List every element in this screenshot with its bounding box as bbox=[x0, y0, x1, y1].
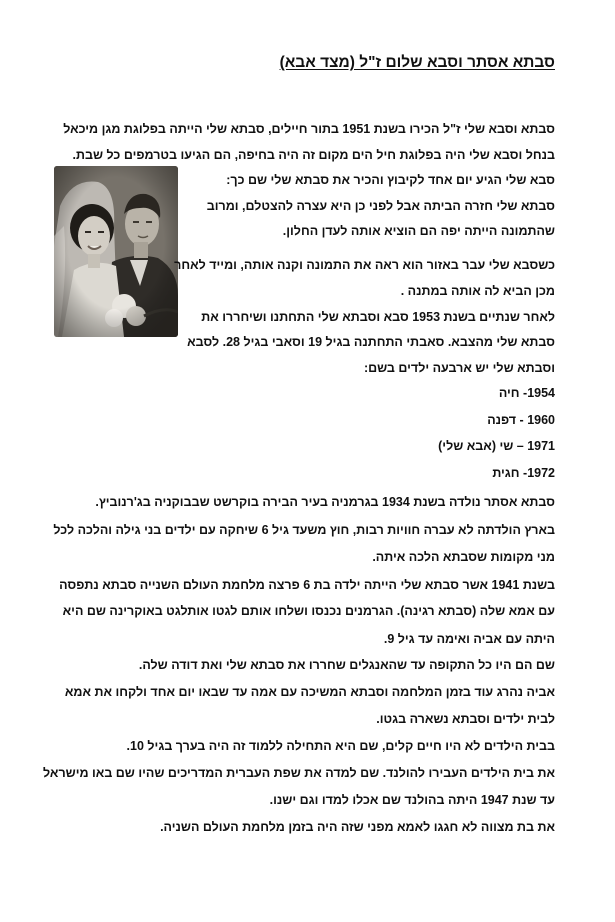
text-line-26: עד שנת 1947 היתה בהולנד שם אכלו למדו וגם ישנו. bbox=[269, 793, 555, 807]
text-line-7: מכן הביא לה אותה במתנה . bbox=[400, 284, 555, 298]
text-line-9: סבתא שלי מהצבא. סאבתי התחתנה בגיל 19 וסאבי בגיל 28. לסבא bbox=[187, 335, 555, 349]
text-line-16: בארץ הולדתה לא עברה חוויות רבות, חוץ משעד גיל 6 שיחקה עם ילדים בני גילה והלכה לכל bbox=[53, 523, 555, 537]
text-line-24: בבית הילדים לא היו חיים קלים, שם היא התחילה ללמוד זה היה בערך בגיל 10. bbox=[126, 739, 555, 753]
text-line-18: בשנת 1941 אשר סבתא שלי הייתה ילדה בת 6 פרצה מלחמת העולם השנייה סבתא נתפסה bbox=[59, 578, 555, 592]
text-line-27: את בת מצווה לא חגגו לאמא מפני שזה היה בזמן מלחמת העולם השניה. bbox=[160, 820, 555, 834]
text-line-22: אביה נהרג עוד בזמן המלחמה וסבתא המשיכה עם אמה עד שבאו יום אחד ולקחו את אמא bbox=[64, 685, 555, 699]
wedding-couple-icon bbox=[54, 166, 178, 337]
text-line-8: לאחר שנתיים בשנת 1953 סבא וסבתא שלי התחתנו ושיחררו את bbox=[201, 310, 555, 324]
child-2: 1960 - דפנה bbox=[487, 413, 555, 427]
text-line-6: כשסבא שלי עבר באזור הוא ראה את התמונה וקנה אותה, ומייד לאחר bbox=[174, 258, 555, 272]
text-line-23: לבית ילדים וסבתא נשארה בגטו. bbox=[376, 712, 555, 726]
text-line-19: עם אמא שלה (סבתא רגינה). הגרמנים נכנסו ושלחו אותם לגטו אותלגט באוקרינה שם היא bbox=[62, 604, 555, 618]
text-line-10: וסבתא שלי יש ארבעה ילדים בשם: bbox=[363, 361, 555, 375]
page-title: סבתא אסתר וסבא שלום ז"ל (מצד אבא) bbox=[279, 54, 555, 71]
child-4: 1972- חגית bbox=[492, 466, 555, 480]
text-line-15: סבתא אסתר נולדה בשנת 1934 בגרמניה בעיר הבירה בוקרשט שבבוקניה בג'רנוביץ. bbox=[95, 495, 555, 509]
child-1: 1954- חיה bbox=[498, 386, 555, 400]
wedding-photo bbox=[54, 166, 178, 337]
text-line-3: סבא שלי הגיע יום אחד לקיבוץ והכיר את סבתא שלי שם כך: bbox=[226, 173, 555, 187]
text-line-25: את בית הילדים העבירו להולנד. שם למדה את שפת העברית המדריכים שהיו שם באו מישראל bbox=[43, 766, 555, 780]
text-line-1: סבתא וסבא שלי ז"ל הכירו בשנת 1951 בתור חיילים, סבתא שלי הייתה בפלוגת מגן מיכאל bbox=[63, 122, 555, 136]
text-line-4: סבתא שלי חזרה הביתה אבל לפני כן היא עצרה להצטלם, ומרוב bbox=[206, 199, 555, 213]
child-3: 1971 – שי (אבא שלי) bbox=[438, 439, 555, 453]
text-line-21: שם הם היו כל התקופה עד שהאנגלים שחררו את סבתא שלי ואת דודה שלה. bbox=[138, 658, 555, 672]
text-line-5: שהתמונה הייתה יפה הם הוציא אותה לעדן החלון. bbox=[282, 224, 555, 238]
text-line-17: מני מקומות שסבתא הלכה איתה. bbox=[372, 550, 555, 564]
text-line-20: היתה עם אביה ואימה עד גיל 9. bbox=[383, 632, 555, 646]
text-line-2: בנחל וסבא שלי היה בפלוגת חיל הים מקום זה היה בחיפה, הם הגיעו בטרמפים כל שבת. bbox=[72, 148, 555, 162]
